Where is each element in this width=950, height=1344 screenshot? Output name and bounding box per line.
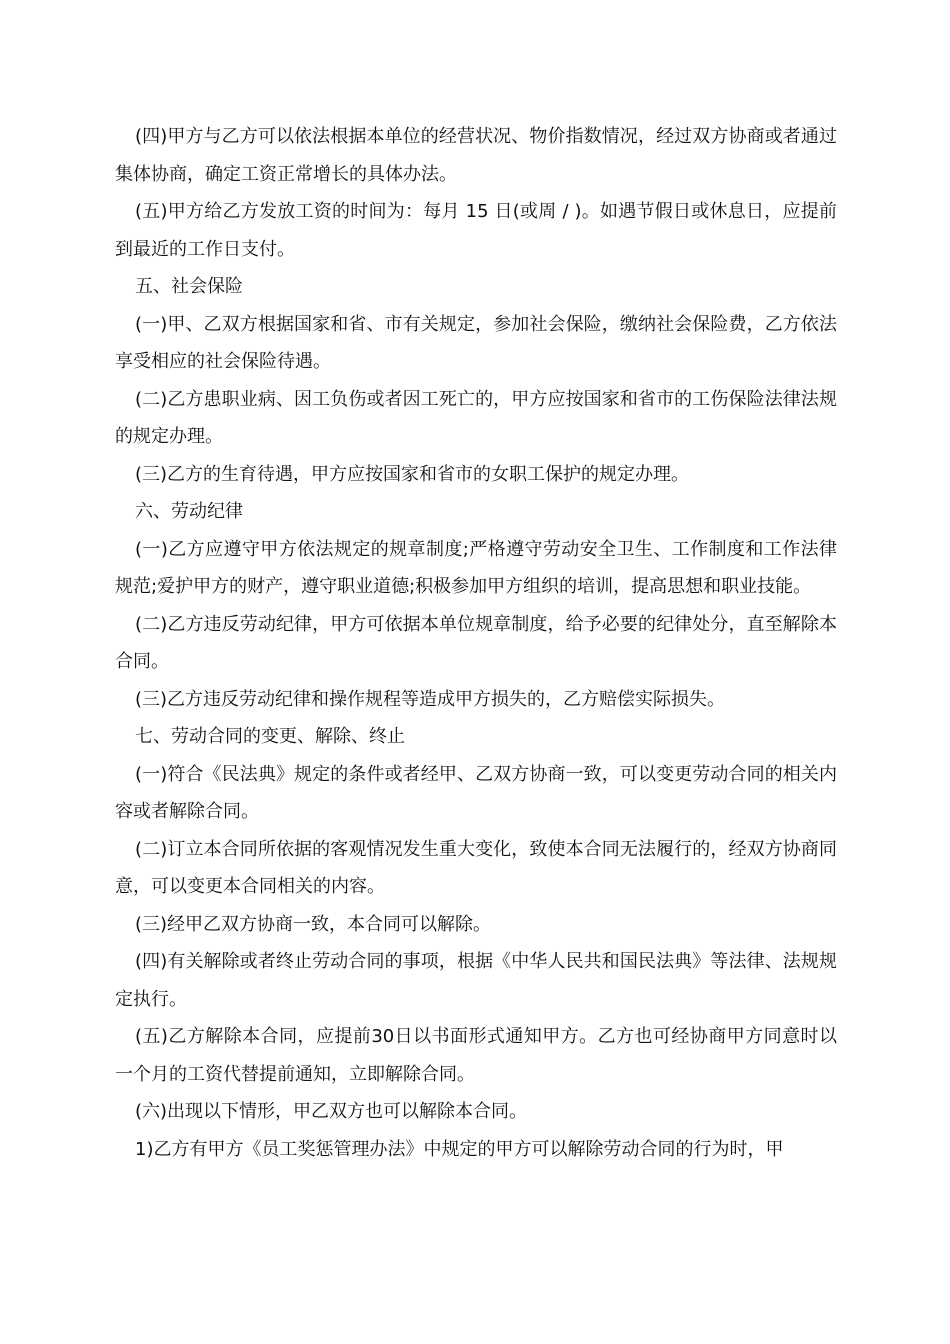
section-heading-contract-changes: 七、劳动合同的变更、解除、终止 [135, 726, 405, 747]
clause-7-6-1-item: 1)乙方有甲方《员工奖惩管理办法》中规定的甲方可以解除劳动合同的行为时，甲 [135, 1138, 784, 1160]
clause-7-3-mutual-termination: (三)经甲乙双方协商一致，本合同可以解除。 [135, 913, 492, 935]
clause-7-4-regulations: (四)有关解除或者终止劳动合同的事项，根据《中华人民共和国民法典》等法律、法规规定执行。 [115, 951, 837, 1010]
clause-4-4-wage-growth: (四)甲方与乙方可以依法根据本单位的经营状况、物价指数情况，经过双方协商或者通过集体协商，确定工资正常增长的具体办法。 [115, 126, 837, 185]
clause-4-5-pay-date: (五)甲方给乙方发放工资的时间为：每月 15 日(或周 / )。如遇节假日或休息日，应提前到最近的工作日支付。 [115, 201, 837, 260]
clause-5-2-work-injury: (二)乙方患职业病、因工负伤或者因工死亡的，甲方应按国家和省市的工伤保险法律法规的规定办理。 [115, 388, 837, 447]
clause-7-6-conditions: (六)出现以下情形，甲乙双方也可以解除本合同。 [135, 1101, 528, 1122]
clause-5-1-insurance: (一)甲、乙双方根据国家和省、市有关规定，参加社会保险，缴纳社会保险费，乙方依法享受相应的社会保险待遇。 [115, 313, 837, 372]
clause-6-1-rules: (一)乙方应遵守甲方依法规定的规章制度;严格遵守劳动安全卫生、工作制度和工作法律规范;爱护甲方的财产，遵守职业道德;积极参加甲方组织的培训，提高思想和职业技能。 [115, 538, 837, 597]
clause-7-2-circumstances: (二)订立本合同所依据的客观情况发生重大变化，致使本合同无法履行的，经双方协商同意，可以变更本合同相关的内容。 [115, 838, 837, 897]
clause-6-3-compensation: (三)乙方违反劳动纪律和操作规程等造成甲方损失的，乙方赔偿实际损失。 [135, 688, 726, 710]
section-heading-social-insurance: 五、社会保险 [135, 276, 243, 297]
clause-6-2-discipline: (二)乙方违反劳动纪律，甲方可依据本单位规章制度，给予必要的纪律处分，直至解除本合同。 [115, 613, 837, 672]
section-heading-labor-discipline: 六、劳动纪律 [135, 501, 243, 522]
clause-7-1-change: (一)符合《民法典》规定的条件或者经甲、乙双方协商一致，可以变更劳动合同的相关内容或者解除合同。 [115, 763, 837, 822]
clause-5-3-maternity: (三)乙方的生育待遇，甲方应按国家和省市的女职工保护的规定办理。 [135, 463, 690, 485]
clause-7-5-notice: (五)乙方解除本合同，应提前30日以书面形式通知甲方。乙方也可经协商甲方同意时以一个月的工资代替提前通知，立即解除合同。 [115, 1026, 837, 1085]
document-body [115, 118, 837, 1168]
